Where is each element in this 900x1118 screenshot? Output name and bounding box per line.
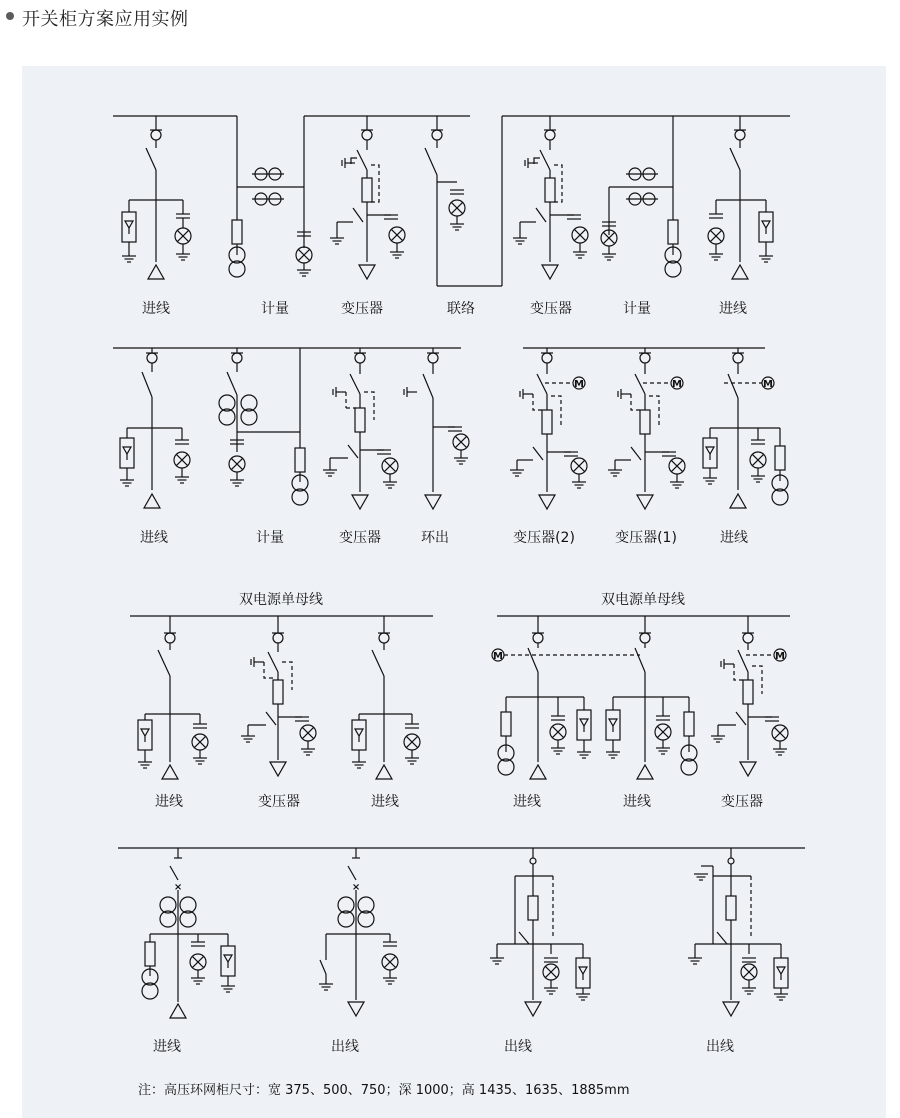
- motor-symbol: M: [672, 379, 682, 390]
- row-1: [113, 116, 790, 317]
- row3-label-2: 变压器: [258, 794, 300, 810]
- motor-symbol: M: [493, 651, 503, 662]
- dimension-note: 注：高压环网柜尺寸：宽 375、500、750；深 1000；高 1435、1635、1885mm: [138, 1083, 630, 1098]
- row1-label-7: 进线: [719, 301, 747, 317]
- group-title-left: 双电源单母线: [239, 592, 323, 608]
- row2-label-6: 变压器(1): [615, 530, 677, 546]
- svg-text:×: ×: [173, 882, 183, 893]
- row2-label-4: 环出: [421, 530, 449, 546]
- row4-label-2: 出线: [331, 1039, 359, 1055]
- row1-label-1: 进线: [142, 301, 170, 317]
- row4-label-4: 出线: [706, 1039, 734, 1055]
- motor-symbol: M: [574, 379, 584, 390]
- row1-label-4: 联络: [447, 301, 475, 317]
- row1-label-6: 计量: [623, 301, 651, 317]
- row2-label-1: 进线: [140, 530, 168, 546]
- row3-label-6: 变压器: [721, 794, 763, 810]
- row-2: [113, 348, 788, 546]
- row4-label-1: 进线: [153, 1039, 181, 1055]
- row2-label-5: 变压器(2): [513, 530, 575, 546]
- row2-label-7: 进线: [720, 530, 748, 546]
- row3-label-4: 进线: [513, 794, 541, 810]
- motor-symbol: M: [763, 379, 773, 390]
- row4-label-3: 出线: [504, 1039, 532, 1055]
- row1-label-2: 计量: [261, 301, 289, 317]
- group-title-right: 双电源单母线: [601, 592, 685, 608]
- row1-label-3: 变压器: [341, 301, 383, 317]
- row-3: [130, 591, 790, 810]
- row-4: [118, 848, 805, 1055]
- row2-label-3: 变压器: [339, 530, 381, 546]
- row1-label-5: 变压器: [530, 301, 572, 317]
- motor-symbol: M: [775, 651, 785, 662]
- row3-label-5: 进线: [623, 794, 651, 810]
- row3-label-1: 进线: [155, 794, 183, 810]
- row3-label-3: 进线: [371, 794, 399, 810]
- page-title: 开关柜方案应用实例: [22, 9, 189, 30]
- row2-label-2: 计量: [256, 530, 284, 546]
- svg-text:×: ×: [351, 882, 361, 893]
